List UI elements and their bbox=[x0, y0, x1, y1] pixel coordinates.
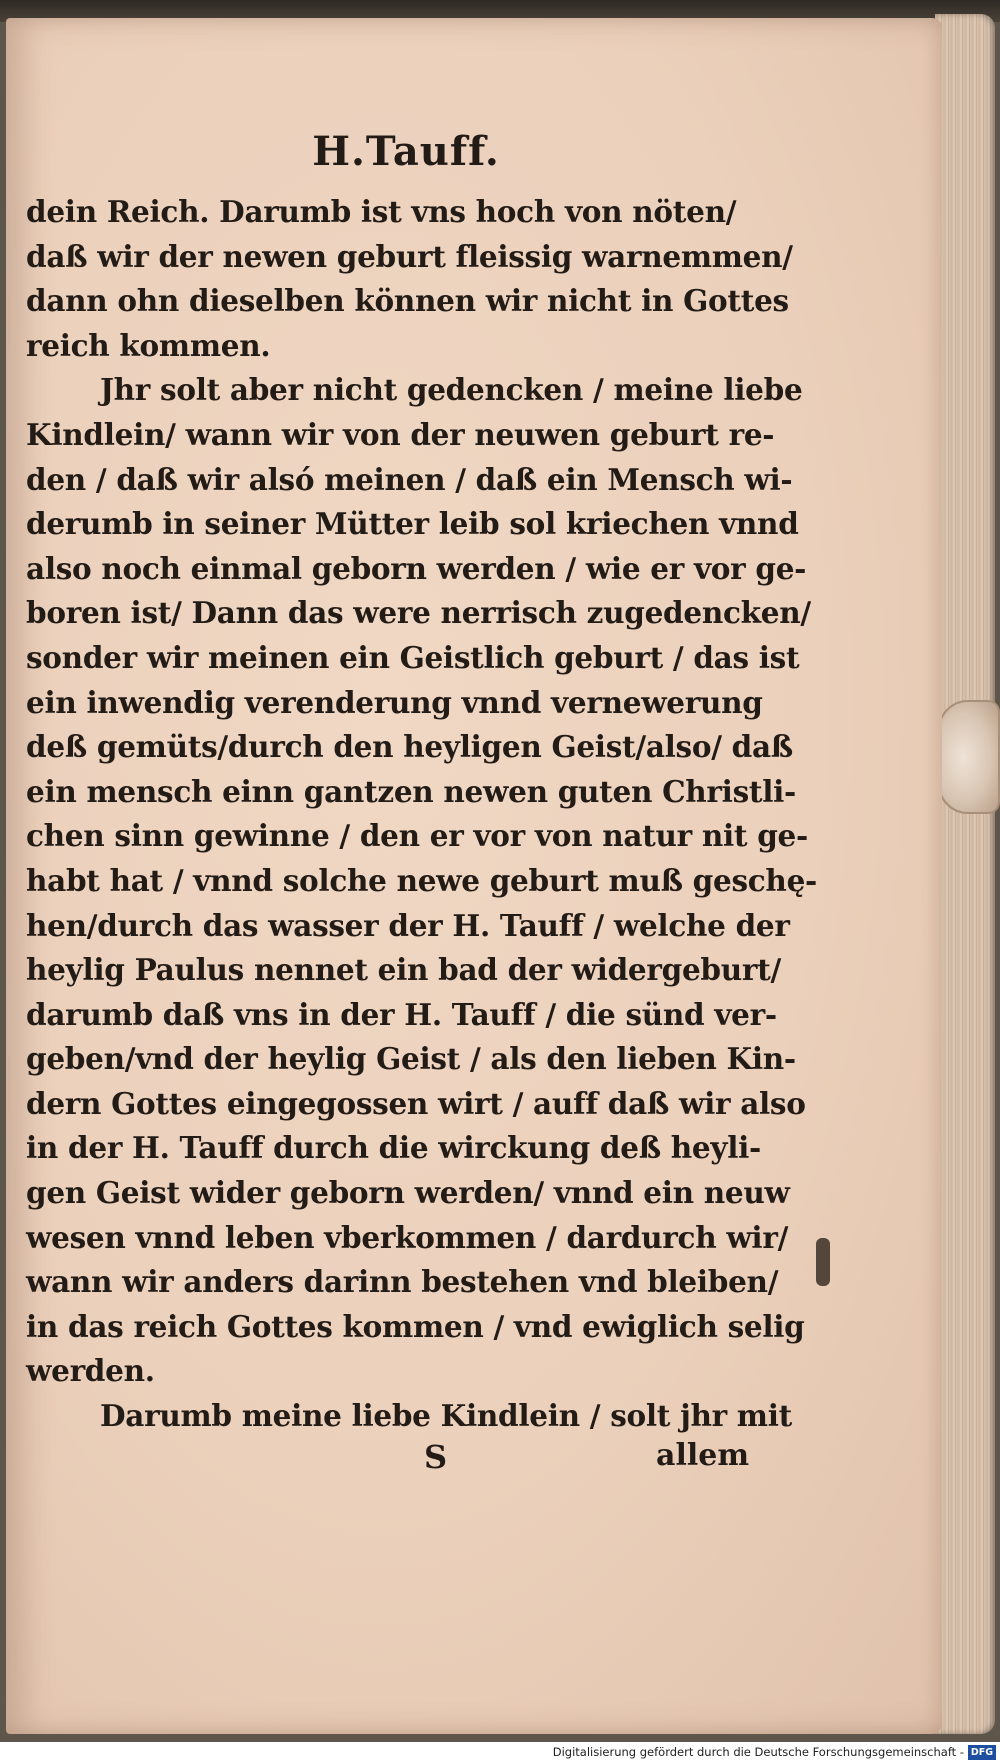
text-line: ein mensch einn gantzen newen guten Christli- bbox=[26, 773, 796, 809]
clasp bbox=[938, 700, 1000, 814]
text-line: ein inwendig verenderung vnnd vernewerung bbox=[26, 684, 763, 720]
text-line: heylig Paulus nennet ein bad der widergeburt/ bbox=[26, 952, 781, 988]
text-line: gen Geist wider geborn werden/ vnnd ein neuw bbox=[26, 1175, 790, 1211]
page-edges bbox=[935, 14, 995, 1734]
text-line: habt hat / vnnd solche newe geburt muß geschę- bbox=[26, 862, 817, 898]
text-line: derumb in seiner Mütter leib sol kriechen vnnd bbox=[26, 506, 799, 542]
running-head: H.Tauff. bbox=[312, 128, 500, 175]
text-line: geben/vnd der heylig Geist / als den lieben Kin- bbox=[26, 1041, 796, 1077]
text-line: in der H. Tauff durch die wirckung deß heyli- bbox=[26, 1130, 761, 1166]
book-page bbox=[6, 18, 942, 1734]
margin-ink-mark bbox=[816, 1238, 830, 1286]
text-line: chen sinn gewinne / den er vor von natur nit ge- bbox=[26, 818, 808, 854]
text-line: in das reich Gottes kommen / vnd ewiglich selig bbox=[26, 1308, 805, 1344]
text-line: Darumb meine liebe Kindlein / solt jhr mit bbox=[100, 1398, 792, 1434]
text-line: wesen vnnd leben vberkommen / dardurch wir/ bbox=[26, 1219, 789, 1255]
dfg-logo: DFG bbox=[968, 1745, 996, 1760]
text-line: Jhr solt aber nicht gedencken / meine liebe bbox=[100, 372, 803, 408]
text-line: werden. bbox=[26, 1353, 155, 1389]
text-line: dann ohn dieselben können wir nicht in Gottes bbox=[26, 283, 789, 319]
text-line: darumb daß vns in der H. Tauff / die sünd ver- bbox=[26, 996, 777, 1032]
text-line: reich kommen. bbox=[26, 327, 271, 363]
text-line: Kindlein/ wann wir von der neuwen geburt re- bbox=[26, 416, 775, 452]
text-line: wann wir anders darinn bestehen vnd bleiben/ bbox=[26, 1264, 779, 1300]
catchword: allem bbox=[656, 1438, 750, 1473]
signature-mark: S bbox=[424, 1438, 448, 1476]
text-line: sonder wir meinen ein Geistlich geburt / das ist bbox=[26, 639, 800, 675]
text-line: den / daß wir alsó meinen / daß ein Mensch wi- bbox=[26, 461, 793, 497]
text-line: daß wir der newen geburt fleissig warnemmen/ bbox=[26, 238, 793, 274]
footer-bar bbox=[0, 1742, 1000, 1764]
text-line: dern Gottes eingegossen wirt / auff daß wir also bbox=[26, 1085, 806, 1121]
text-line: deß gemüts/durch den heyligen Geist/also/ daß bbox=[26, 729, 793, 765]
text-line: hen/durch das wasser der H. Tauff / welche der bbox=[26, 907, 790, 943]
text-line: dein Reich. Darumb ist vns hoch von nöten/ bbox=[26, 194, 737, 229]
body-text bbox=[26, 190, 817, 1439]
text-line: boren ist/ Dann das were nerrisch zugedencken/ bbox=[26, 595, 811, 631]
footer-credit: Digitalisierung gefördert durch die Deutsche Forschungsgemeinschaft - bbox=[552, 1745, 964, 1759]
text-line: also noch einmal geborn werden / wie er vor ge- bbox=[26, 550, 807, 586]
